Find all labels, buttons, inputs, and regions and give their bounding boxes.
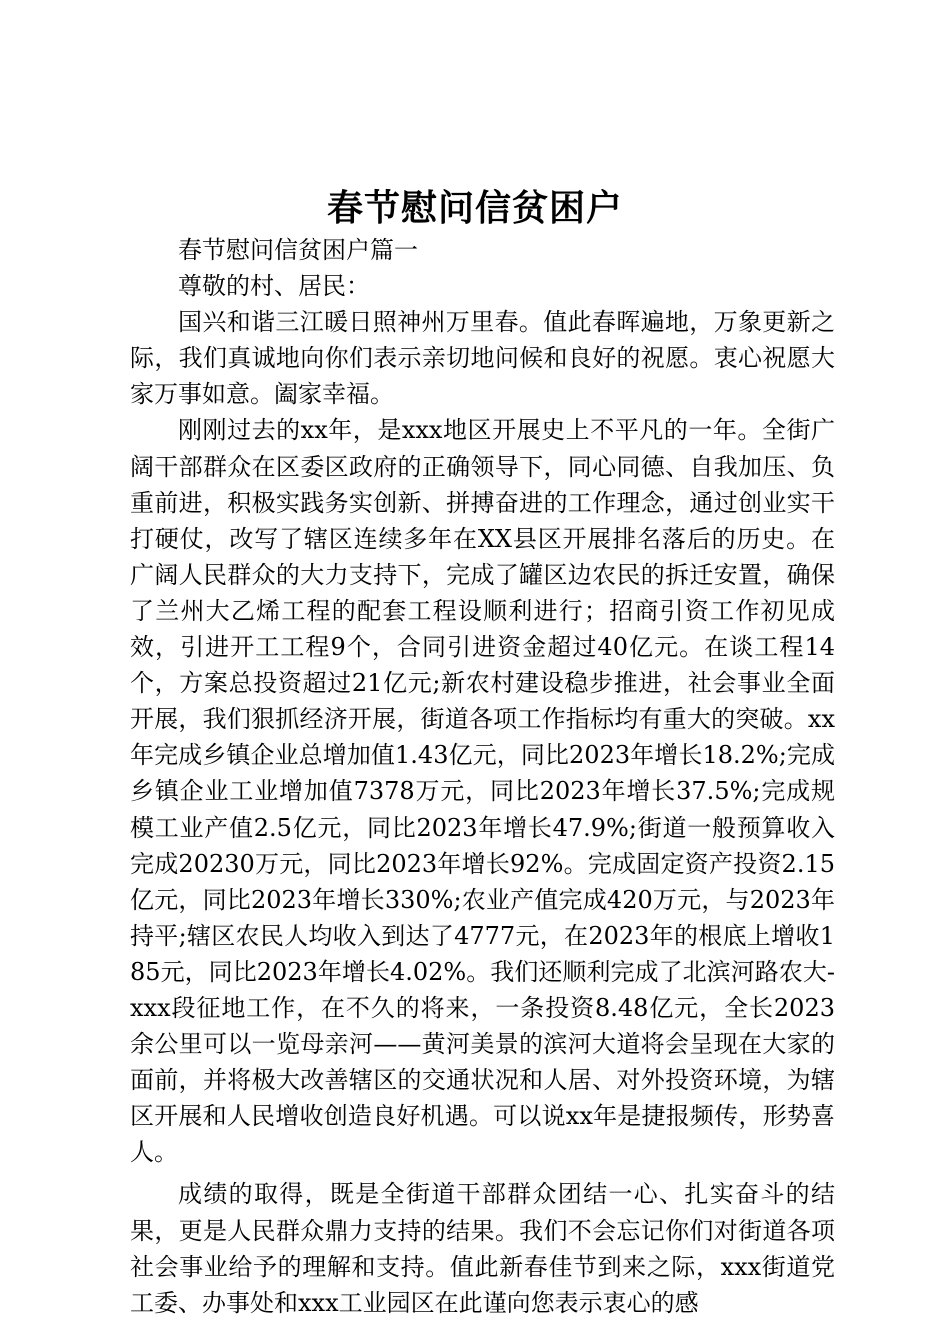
section-heading: 春节慰问信贫困户篇一 [178,236,418,264]
document-title: 春节慰问信贫困户 [326,188,623,229]
paragraph-thanks: 成绩的取得，既是全街道干部群众团结一心、扎实奋斗的结果，更是人民群众鼎力支持的结果。我们不会忘记你们对街道各项社会事业给予的理解和支持。值此新春佳节到来之际，xxx街道党工委、办事处和xxx工业园区在此谨向您表示衷心的感 [130,1180,835,1317]
salutation: 尊敬的村、居民： [178,272,370,301]
paragraph-greeting: 国兴和谐三江暖日照神州万里春。值此春晖遍地，万象更新之际，我们真诚地向你们表示亲切地问候和良好的祝愿。衷心祝愿大家万事如意。阖家幸福。 [130,308,835,409]
document-body [130,232,835,1321]
paragraph-achievements: 刚刚过去的xx年，是xxx地区开展史上不平凡的一年。全街广阔干部群众在区委区政府的正确领导下，同心同德、自我加压、负重前进，积极实践务实创新、拼搏奋进的工作理念，通过创业实干打硬仗，改写了辖区连续多年在XX县区开展排名落后的历史。在广阔人民群众的大力支持下，完成了罐区边农民的拆迁安置，确保了兰州大乙烯工程的配套工程设顺利进行；招商引资工作初见成效，引进开工工程9个，合同引进资金超过40亿元。在谈工程14个，方案总投资超过21亿元;新农村建设稳步推进，社会事业全面开展，我们狠抓经济开展，街道各项工作指标均有重大的突破。xx年完成乡镇企业总增加值1.43亿元，同比2023年增长18.2%;完成乡镇企业工业增加值7378万元，同比2023年增长37.5%;完成规模工业产值2.5亿元，同比2023年增长47.9%;街道一般预算收入完成20230万元，同比2023年增长92%。完成固定资产投资2.15亿元，同比2023年增长330%;农业产值完成420万元，与2023年持平;辖区农民人均收入到达了4777元，在2023年的根底上增收185元，同比2023年增长4.02%。我们还顺利完成了北滨河路农大-xxx段征地工作，在不久的将来，一条投资8.48亿元，全长2023余公里可以一览母亲河——黄河美景的滨河大道将会呈现在大家的面前，并将极大改善辖区的交通状况和人居、对外投资环境，为辖区开展和人民增收创造良好机遇。可以说xx年是捷报频传，形势喜人。 [130,416,835,1167]
